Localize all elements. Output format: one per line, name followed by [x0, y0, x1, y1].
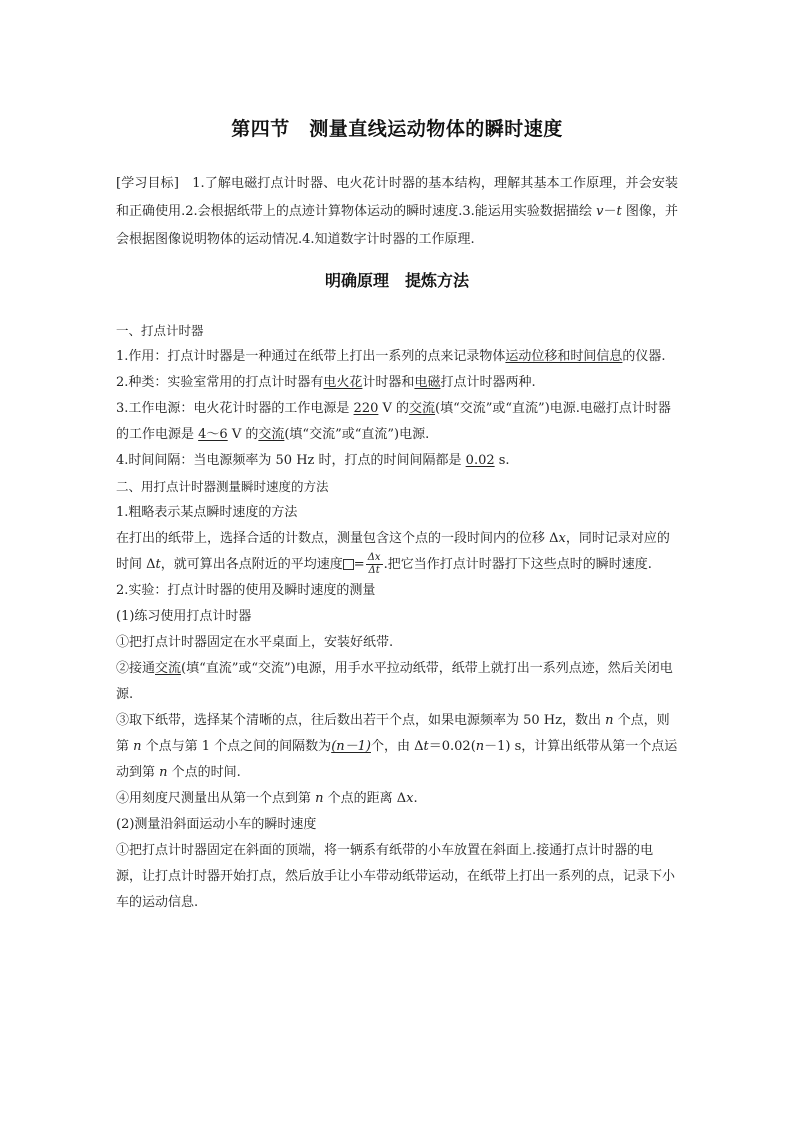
s1-p2-text-b: 计时器和	[362, 375, 415, 390]
goals-text-2: 图像，并会根据图像说明物体的运动情况.4.知道数字计时器的工作原理.	[116, 204, 678, 247]
s1-p3-blank-2: 交流	[409, 401, 436, 416]
section-one-heading: 一、打点计时器	[116, 323, 204, 338]
equals-sign: =	[353, 557, 365, 572]
step-5: ①把打点计时器固定在斜面的顶端，将一辆系有纸带的小车放置在斜面上.接通打点计时器的电源，让打点计时器开始打点，然后放手让小车带动纸带运动，在纸带上打出一系列的点，记录下小车的运动信息.	[116, 843, 676, 910]
s1-item-4	[116, 448, 678, 474]
step3-text-g: 个点的时间.	[167, 765, 241, 780]
s2-p1-text-a: 在打出的纸带上，选择合适的计数点，测量包含这个点的一段时间内的位移 Δ	[116, 531, 559, 546]
step2-text-b: (填“直流”或“交流”)电源，用手水平拉动纸带，纸带上就打出一系列点迹，然后关闭电源.	[116, 661, 673, 702]
s2-p1-text-d: .把它当作打点计时器打下这些点时的瞬时速度.	[383, 557, 652, 572]
s1-p3-blank-1: 220	[353, 401, 379, 416]
s1-p1-text-b: 的仪器.	[622, 349, 666, 364]
s1-item-3	[116, 396, 678, 448]
section-one	[116, 318, 678, 916]
s1-p1-text-a: 1.作用：打点计时器是一种通过在纸带上打出一系列的点来记录物体	[116, 349, 506, 364]
s1-p3-text-a: 3.工作电源：电火花计时器的工作电源是	[116, 401, 354, 416]
s1-p2-blank-2: 电磁	[414, 375, 441, 390]
fraction-numerator: Δx	[367, 552, 381, 563]
step3-blank: (n－1)	[331, 739, 371, 754]
step3-text-c: 个点与第 1 个点之间的间隔数为	[141, 739, 332, 754]
step3-text-e: ＝0.02(	[428, 739, 476, 754]
step4-text-b: 个点的距离 Δ	[323, 791, 407, 806]
var-n: n	[315, 791, 324, 806]
s2-subheading-2-2: (2)测量沿斜面运动小车的瞬时速度	[116, 817, 317, 832]
step3-text-d: 个，由 Δ	[370, 739, 424, 754]
s2-subheading-2-1: (1)练习使用打点计时器	[116, 609, 252, 624]
step3-text-f: －1) s，计算出纸带从第一个点运动到第	[116, 739, 678, 780]
step2-text-a: ②接通	[116, 661, 156, 676]
s1-p4-blank: 0.02	[465, 453, 495, 468]
step4-text-a: ④用刻度尺测量出从第一个点到第	[116, 791, 316, 806]
s2-paragraph-1	[116, 526, 678, 578]
s1-item-2	[116, 370, 678, 396]
s2-subheading-2: 2.实验：打点计时器的使用及瞬时速度的测量	[116, 583, 376, 598]
s1-p3-text-e: (填“交流”或“直流”)电源.	[284, 427, 430, 442]
step4-text-c: .	[413, 791, 418, 806]
goals-text-1: 1.了解电磁打点计时器、电火花计时器的基本结构，理解其基本工作原理，并会安装和正确使用.2.会根据纸带上的点迹计算物体运动的瞬时速度.3.能运用实验数据描绘	[116, 176, 678, 219]
learning-goals	[116, 170, 678, 254]
step3-text-a: ③取下纸带，选择某个清晰的点，往后数出若干个点，如果电源频率为 50 Hz，数出	[116, 713, 606, 728]
var-v: v	[596, 204, 604, 219]
step-1: ①把打点计时器固定在水平桌面上，安装好纸带.	[116, 635, 394, 650]
s1-p4-text-b: s.	[494, 453, 510, 468]
step-4	[116, 786, 678, 812]
s1-p4-text-a: 4.时间间隔：当电源频率为 50 Hz 时，打点的时间间隔都是	[116, 453, 466, 468]
delta-x-over-delta-t-fraction	[366, 552, 383, 577]
goals-paragraph	[116, 170, 678, 254]
step-3	[116, 708, 678, 786]
s2-p1-text-b: ，同时记录对应的时间 Δ	[116, 531, 670, 572]
var-t: t	[423, 739, 429, 754]
step2-blank: 交流	[155, 661, 182, 676]
s1-p3-text-c: (填“交流”或“直流”)电源.电磁打点计时器的工作电源是	[116, 401, 671, 442]
s1-p2-blank-1: 电火花	[323, 375, 363, 390]
v-bar-symbol	[343, 559, 354, 570]
goals-label: [学习目标]	[116, 176, 179, 191]
var-t: t	[616, 204, 622, 219]
s1-p3-blank-3: 4～6	[198, 427, 228, 442]
s1-item-1	[116, 344, 678, 370]
s1-p2-text-c: 打点计时器两种.	[440, 375, 536, 390]
var-n: n	[475, 739, 485, 754]
var-x: x	[406, 791, 414, 806]
goals-dash: －	[603, 204, 617, 219]
s1-p3-blank-4: 交流	[258, 427, 285, 442]
s1-p2-text-a: 2.种类：实验室常用的打点计时器有	[116, 375, 324, 390]
s1-p3-text-d: V 的	[227, 427, 259, 442]
s1-p3-text-b: V 的	[378, 401, 410, 416]
s2-p1-text-c: ，就可算出各点附近的平均速度	[160, 557, 343, 572]
section-two-heading: 二、用打点计时器测量瞬时速度的方法	[116, 479, 329, 494]
fraction-denominator: Δt	[368, 565, 380, 576]
step3-text-b: 个点，则第	[116, 713, 670, 754]
s2-subheading-1: 1.粗略表示某点瞬时速度的方法	[116, 505, 298, 520]
var-n: n	[133, 739, 142, 754]
step-2	[116, 656, 678, 708]
section-heading: 明确原理 提炼方法	[324, 271, 469, 290]
var-x: x	[558, 531, 566, 546]
var-t-2: t	[155, 557, 161, 572]
s1-p1-blank: 运动位移和时间信息	[505, 349, 623, 364]
var-n: n	[159, 765, 168, 780]
page-title: 第四节 测量直线运动物体的瞬时速度	[231, 118, 563, 140]
var-n: n	[605, 713, 614, 728]
